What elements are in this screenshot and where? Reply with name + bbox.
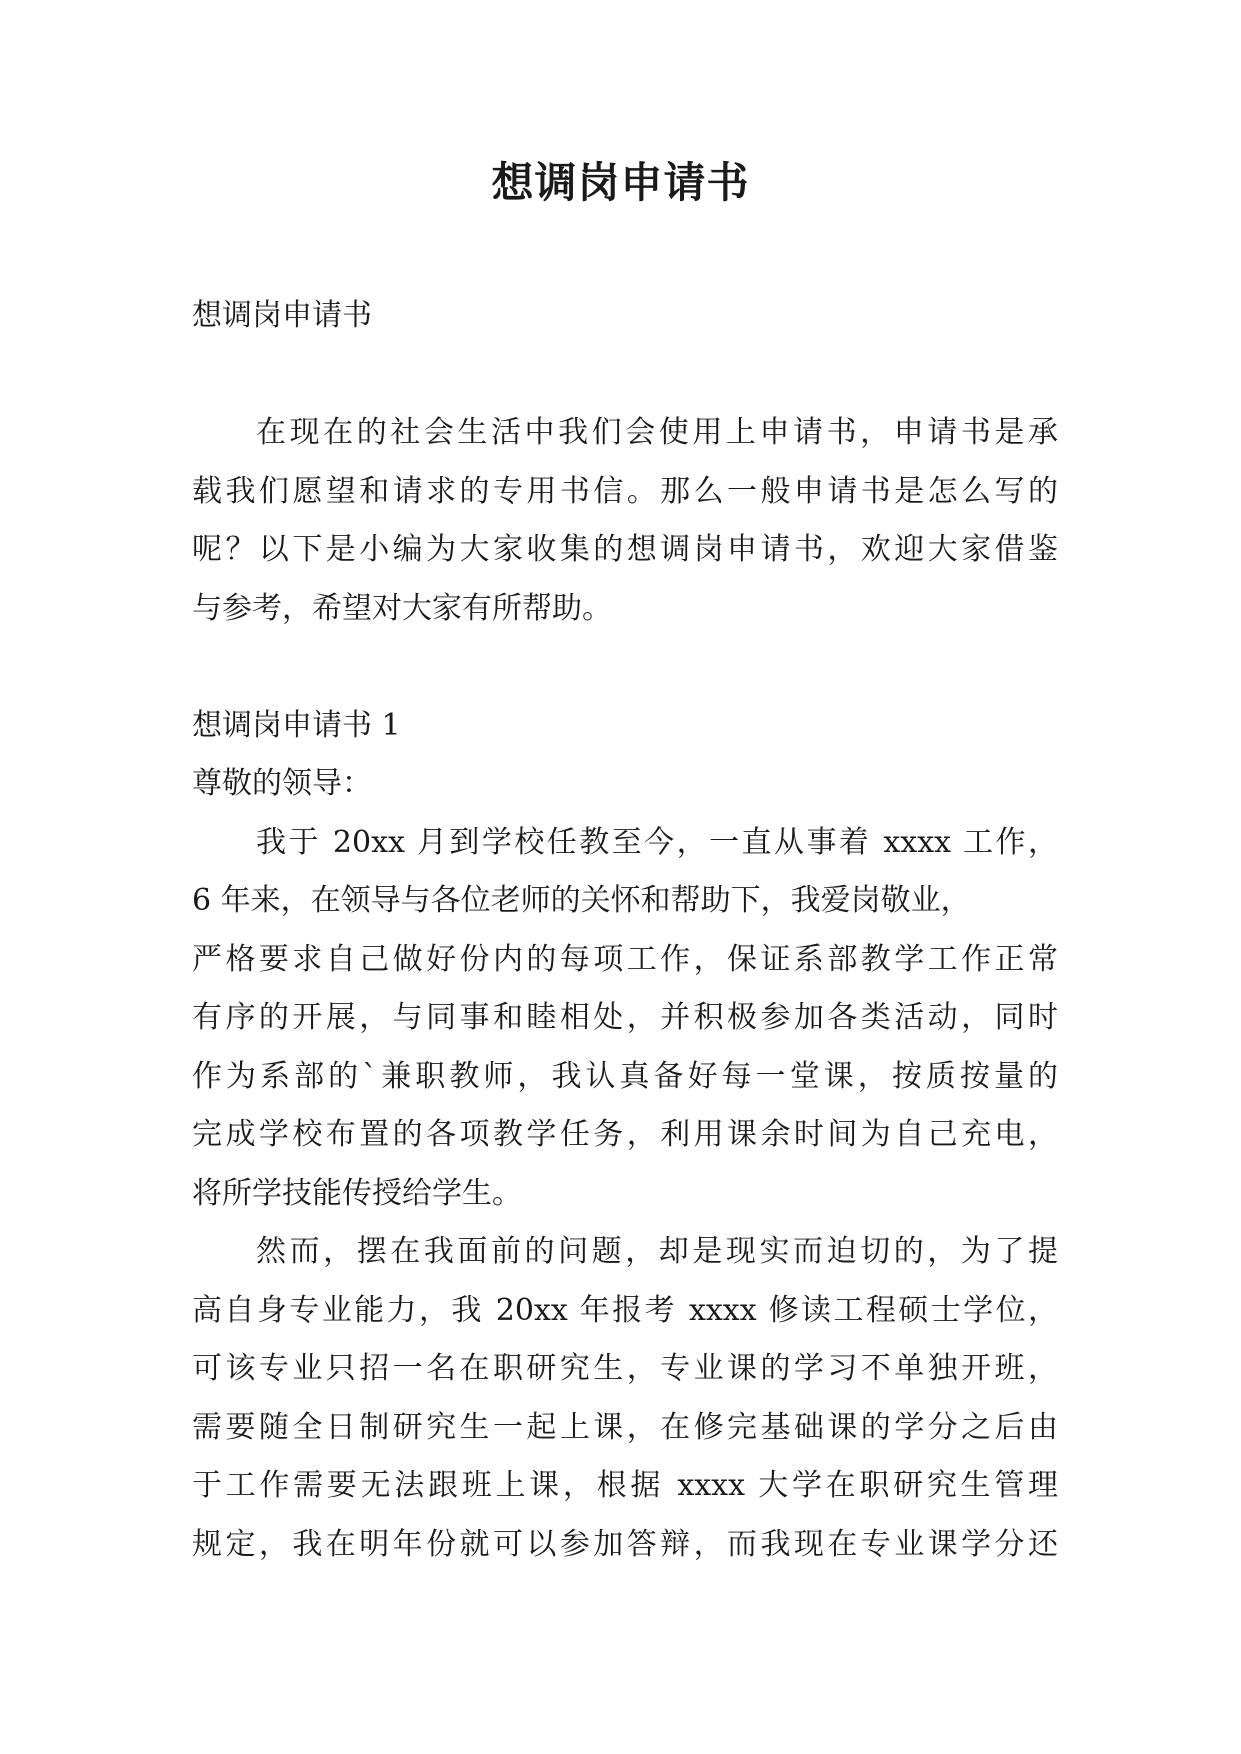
paragraph-line: 作为系部的`兼职教师，我认真备好每一堂课，按质按量的 [192,1058,1058,1094]
paragraph-line: 我于 20xx 月到学校任教至今，一直从事着 xxxx 工作， [256,824,1058,860]
intro-line: 载我们愿望和请求的专用书信。那么一般申请书是怎么写的 [192,473,1058,509]
salutation: 尊敬的领导： [192,766,372,801]
paragraph-line: 于工作需要无法跟班上课，根据 xxxx 大学在职研究生管理 [192,1468,1058,1503]
section-heading: 想调岗申请书 1 [192,707,401,743]
paragraph-2 [192,1223,1058,1574]
spacer [192,346,1058,405]
paragraph-line: 然而，摆在我面前的问题，却是现实而迫切的，为了提 [256,1234,1058,1269]
subtitle: 想调岗申请书 [192,298,372,333]
paragraph-line: 可该专业只招一名在职研究生，专业课的学习不单独开班， [192,1351,1058,1386]
intro-line: 在现在的社会生活中我们会使用上申请书，申请书是承 [256,415,1058,450]
spacer [192,638,1058,697]
paragraph-line: 有序的开展，与同事和睦相处，并积极参加各类活动，同时 [192,1000,1058,1035]
intro-paragraph [192,404,1058,638]
paragraph-line: 规定，我在明年份就可以参加答辩，而我现在专业课学分还 [192,1526,1058,1562]
paragraph-line: 需要随全日制研究生一起上课，在修完基础课的学分之后由 [192,1409,1058,1445]
document-body [192,287,1058,1574]
document-title: 想调岗申请书 [491,158,750,207]
intro-line: 与参考，希望对大家有所帮助。 [192,590,612,626]
paragraph-line: 严格要求自己做好份内的每项工作，保证系部教学工作正常 [192,941,1058,977]
paragraph-line: 高自身专业能力，我 20xx 年报考 xxxx 修读工程硕士学位， [192,1292,1058,1328]
paragraph-line: 将所学技能传授给学生。 [192,1175,522,1211]
paragraph-1 [192,814,1058,1224]
paragraph-line: 完成学校布置的各项教学任务，利用课余时间为自己充电， [192,1117,1058,1152]
paragraph-line: 6 年来，在领导与各位老师的关怀和帮助下，我爱岗敬业， [192,883,971,918]
intro-line: 呢？以下是小编为大家收集的想调岗申请书，欢迎大家借鉴 [192,532,1058,567]
